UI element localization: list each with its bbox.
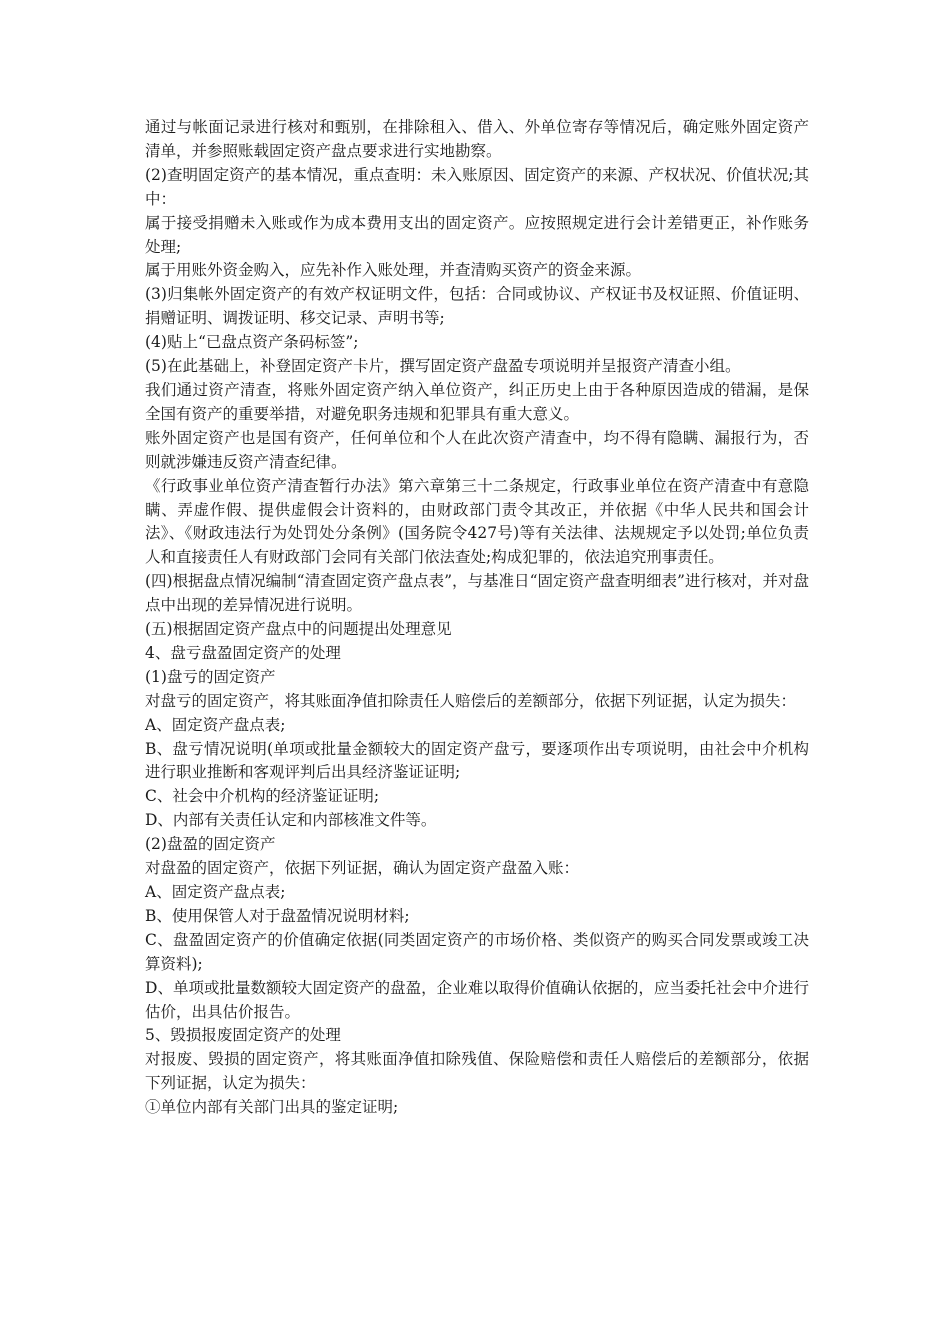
paragraph: 我们通过资产清查，将账外固定资产纳入单位资产，纠正历史上由于各种原因造成的错漏，是保全国有资产的重要举措，对避免职务违规和犯罪具有重大意义。	[145, 380, 809, 423]
paragraph: 《行政事业单位资产清查暂行办法》第六章第三十二条规定，行政事业单位在资产清查中有意隐瞒、弄虚作假、提供虚假会计资料的，由财政部门责令其改正，并依据《中华人民共和国会计法》、《财政违法行为处罚处分条例》(国务院令427号)等有关法律、法规规定予以处罚;单位负责人和直接责任人有财政部门会同有关部门依法查处;构成犯罪的，依法追究刑事责任。	[145, 476, 809, 567]
paragraph: (2)查明固定资产的基本情况，重点查明：未入账原因、固定资产的来源、产权状况、价值状况;其中：	[145, 165, 809, 208]
list-item: C、社会中介机构的经济鉴证证明;	[145, 787, 380, 806]
list-item: B、使用保管人对于盘盈情况说明材料;	[145, 906, 410, 925]
section-heading: 5、毁损报废固定资产的处理	[145, 1026, 341, 1045]
paragraph: (3)归集帐外固定资产的有效产权证明文件，包括：合同或协议、产权证书及权证照、价值证明、捐赠证明、调拨证明、移交记录、声明书等;	[145, 285, 809, 328]
section-heading: 4、盘亏盘盈固定资产的处理	[145, 643, 341, 662]
list-item: D、单项或批量数额较大固定资产的盘盈，企业难以取得价值确认依据的，应当委托社会中介进行估价，出具估价报告。	[145, 978, 809, 1021]
paragraph: (五)根据固定资产盘点中的问题提出处理意见	[145, 620, 452, 639]
paragraph: 对盘亏的固定资产，将其账面净值扣除责任人赔偿后的差额部分，依据下列证据，认定为损失：	[145, 691, 797, 710]
list-item: B、盘亏情况说明(单项或批量金额较大的固定资产盘亏，要逐项作出专项说明，由社会中介机构进行职业推断和客观评判后出具经济鉴证证明;	[145, 739, 809, 782]
paragraph: 对盘盈的固定资产，依据下列证据，确认为固定资产盘盈入账：	[145, 859, 580, 878]
paragraph: (4)贴上“已盘点资产条码标签”;	[145, 333, 359, 352]
list-item: ①单位内部有关部门出具的鉴定证明;	[145, 1098, 399, 1117]
list-item: C、盘盈固定资产的价值确定依据(同类固定资产的市场价格、类似资产的购买合同发票或竣工决算资料);	[145, 930, 809, 973]
paragraph: 属于接受捐赠未入账或作为成本费用支出的固定资产。应按照规定进行会计差错更正，补作账务处理;	[145, 213, 809, 256]
list-item: D、内部有关责任认定和内部核准文件等。	[145, 811, 437, 830]
subsection-heading: (2)盘盈的固定资产	[145, 835, 276, 854]
paragraph: 对报废、毁损的固定资产，将其账面净值扣除残值、保险赔偿和责任人赔偿后的差额部分，依据下列证据，认定为损失：	[145, 1050, 809, 1093]
paragraph: 通过与帐面记录进行核对和甄别，在排除租入、借入、外单位寄存等情况后，确定账外固定资产清单，并参照账载固定资产盘点要求进行实地勘察。	[145, 118, 809, 160]
paragraph: 属于用账外资金购入，应先补作入账处理，并查清购买资产的资金来源。	[145, 261, 642, 280]
paragraph: (四)根据盘点情况编制“清查固定资产盘点表”，与基准日“固定资产盘查明细表”进行核对，并对盘点中出现的差异情况进行说明。	[145, 572, 809, 615]
subsection-heading: (1)盘亏的固定资产	[145, 667, 276, 686]
list-item: A、固定资产盘点表;	[145, 715, 286, 734]
paragraph: (5)在此基础上，补登固定资产卡片，撰写固定资产盘盈专项说明并呈报资产清查小组。	[145, 357, 741, 376]
document-page	[145, 116, 809, 1120]
paragraph: 账外固定资产也是国有资产，任何单位和个人在此次资产清查中，均不得有隐瞒、漏报行为，否则就涉嫌违反资产清查纪律。	[145, 428, 809, 471]
list-item: A、固定资产盘点表;	[145, 883, 286, 901]
